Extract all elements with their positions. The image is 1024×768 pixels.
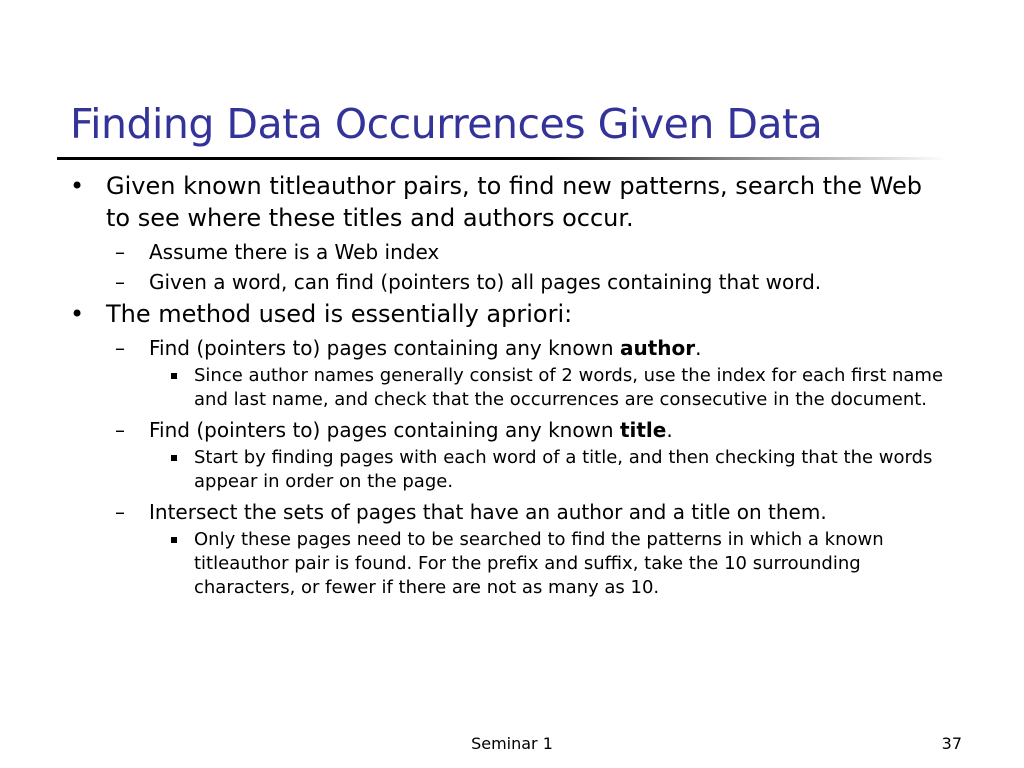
slide-body (70, 170, 950, 604)
sub-bullet-2-1-prefix: Find (pointers to) pages containing any known (149, 336, 620, 360)
dash-icon: – (115, 270, 125, 294)
dash-icon: – (115, 240, 125, 264)
sub-bullet-2-2-suffix: . (666, 418, 673, 442)
sub-bullet-2-1 (70, 334, 950, 362)
sub-bullet-2-2-prefix: Find (pointers to) pages containing any known (149, 418, 620, 442)
detail-2-2 (70, 446, 950, 494)
sub-bullet-2-1-bold: author (619, 336, 696, 360)
sub-bullet-2-2-bold: title (619, 418, 667, 442)
detail-2-3-text: Only these pages need to be searched to find the patterns in which a known titleauthor pair is found. For the prefix and suffix, take the 10 surrounding characters, or fewer if there are not as many as 10. (194, 529, 884, 598)
square-bullet-icon (171, 455, 177, 461)
detail-2-3 (70, 528, 950, 600)
sub-bullet-2-3 (70, 498, 950, 526)
bullet-dot-icon: • (70, 300, 85, 328)
dash-icon: – (115, 418, 125, 442)
sub-bullet-2-3-text: Intersect the sets of pages that have an author and a title on them. (149, 500, 827, 524)
dash-icon: – (115, 500, 125, 524)
bullet-1-text: Given known titleauthor pairs, to find new patterns, search the Web to see where these titles and authors occur. (106, 172, 922, 232)
sub-bullet-2-1-suffix: . (695, 336, 702, 360)
footer-label: Seminar 1 (471, 734, 553, 753)
detail-2-2-text: Start by finding pages with each word of a title, and then checking that the words appear in order on the page. (194, 447, 933, 492)
sub-bullet-1-2 (70, 268, 950, 296)
bullet-1 (70, 170, 950, 234)
bullet-2 (70, 298, 950, 330)
sub-bullet-1-1-text: Assume there is a Web index (149, 240, 440, 264)
bullet-dot-icon: • (70, 172, 85, 200)
detail-2-1 (70, 364, 950, 412)
title-divider (57, 157, 947, 160)
sub-bullet-2-2 (70, 416, 950, 444)
sub-bullet-1-1 (70, 238, 950, 266)
square-bullet-icon (171, 373, 177, 379)
slide-title: Finding Data Occurrences Given Data (70, 100, 823, 148)
square-bullet-icon (171, 537, 177, 543)
detail-2-1-text: Since author names generally consist of 2 words, use the index for each first name and last name, and check that the occurrences are consecutive in the document. (194, 365, 944, 410)
dash-icon: – (115, 336, 125, 360)
sub-bullet-1-2-text: Given a word, can find (pointers to) all pages containing that word. (149, 270, 822, 294)
bullet-2-text: The method used is essentially apriori: (106, 300, 573, 328)
page-number: 37 (941, 734, 962, 753)
